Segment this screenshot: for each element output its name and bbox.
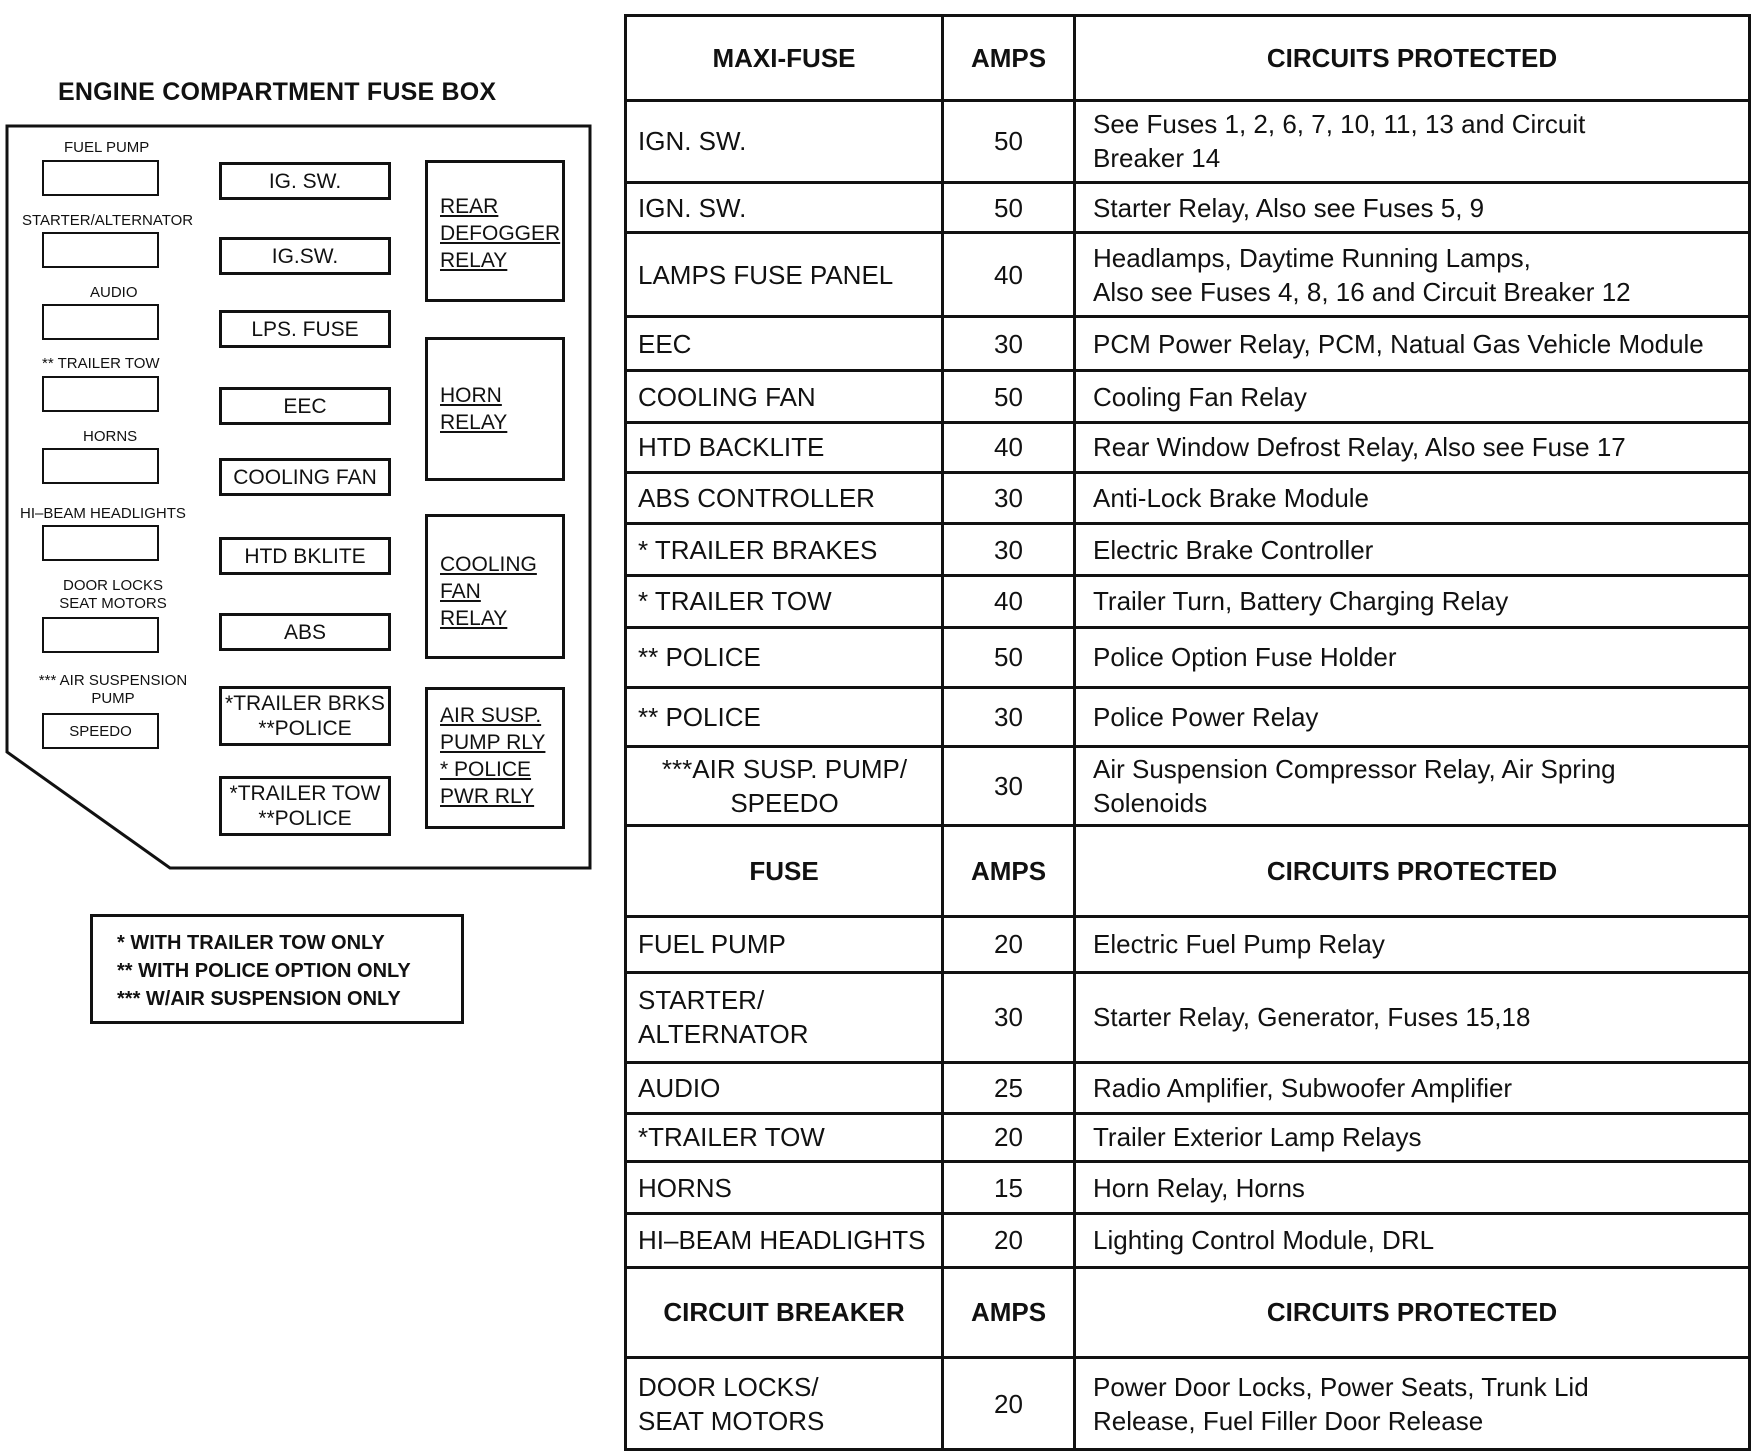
slot-label-fuel-pump: FUEL PUMP bbox=[64, 139, 150, 156]
header-amps: AMPS bbox=[943, 1267, 1075, 1358]
table-row: * TRAILER TOW 40 Trailer Turn, Battery Charging Relay bbox=[626, 575, 1750, 627]
table-row: * TRAILER BRAKES 30 Electric Brake Controller bbox=[626, 524, 1750, 575]
header-amps: AMPS bbox=[943, 16, 1075, 101]
legend-air-suspension: *** W/AIR SUSPENSION ONLY bbox=[117, 988, 401, 1010]
legend-police-option: ** WITH POLICE OPTION ONLY bbox=[117, 960, 411, 982]
maxi-fuse-abs: ABS bbox=[219, 613, 391, 651]
fuse-slot-audio bbox=[42, 304, 159, 340]
maxi-fuse-trailer-brks-police: *TRAILER BRKS **POLICE bbox=[219, 686, 391, 746]
table-row: ** POLICE 30 Police Power Relay bbox=[626, 687, 1750, 746]
slot-label-starter-alternator: STARTER/ALTERNATOR bbox=[22, 212, 194, 229]
table-row: COOLING FAN 50 Cooling Fan Relay bbox=[626, 371, 1750, 422]
maxi-fuse-header-row bbox=[626, 16, 1750, 101]
fuse-header-row bbox=[626, 825, 1750, 917]
header-circuit-breaker: CIRCUIT BREAKER bbox=[626, 1267, 943, 1358]
legend-trailer-tow: * WITH TRAILER TOW ONLY bbox=[117, 932, 385, 954]
slot-label-door-locks-seat-motors: DOOR LOCKS SEAT MOTORS bbox=[59, 577, 167, 612]
table-row: HI–BEAM HEADLIGHTS 20 Lighting Control Module, DRL bbox=[626, 1214, 1750, 1267]
header-maxi-fuse: MAXI-FUSE bbox=[626, 16, 943, 101]
maxi-fuse-ig-sw-2: IG.SW. bbox=[219, 237, 391, 275]
table-row: ***AIR SUSP. PUMP/ SPEEDO 30 Air Suspension Compressor Relay, Air Spring Solenoids bbox=[626, 746, 1750, 825]
circuit-breaker-header-row bbox=[626, 1267, 1750, 1358]
fuse-slot-speedo: SPEEDO bbox=[42, 713, 159, 749]
slot-label-audio: AUDIO bbox=[90, 284, 138, 301]
table-row: AUDIO 25 Radio Amplifier, Subwoofer Amplifier bbox=[626, 1063, 1750, 1113]
footnote-legend bbox=[90, 914, 464, 1024]
table-row: LAMPS FUSE PANEL 40 Headlamps, Daytime Running Lamps, Also see Fuses 4, 8, 16 and Circuit Breaker 12 bbox=[626, 233, 1750, 317]
fuse-slot-hi-beam-headlights bbox=[42, 525, 159, 561]
fuse-slot-trailer-tow bbox=[42, 376, 159, 412]
relay-cooling-fan: COOLING FAN RELAY bbox=[425, 514, 565, 659]
fuse-slot-fuel-pump bbox=[42, 160, 159, 196]
fuse-slot-door-locks-seat-motors bbox=[42, 617, 159, 653]
table-row: ** POLICE 50 Police Option Fuse Holder bbox=[626, 628, 1750, 687]
fuse-slot-starter-alternator bbox=[42, 232, 159, 268]
fuse-slot-horns bbox=[42, 448, 159, 484]
table-row: FUEL PUMP 20 Electric Fuel Pump Relay bbox=[626, 917, 1750, 972]
circuits-table bbox=[624, 14, 1751, 1451]
header-amps: AMPS bbox=[943, 825, 1075, 917]
maxi-fuse-trailer-tow-police: *TRAILER TOW **POLICE bbox=[219, 776, 391, 836]
slot-label-air-suspension-pump: *** AIR SUSPENSION PUMP bbox=[38, 672, 188, 707]
table-row: DOOR LOCKS/ SEAT MOTORS 20 Power Door Locks, Power Seats, Trunk Lid Release, Fuel Filler Door Release bbox=[626, 1358, 1750, 1450]
header-fuse: FUSE bbox=[626, 825, 943, 917]
header-circuits-protected: CIRCUITS PROTECTED bbox=[1075, 16, 1750, 101]
relay-air-susp-pump-police-pwr: AIR SUSP. PUMP RLY * POLICE PWR RLY bbox=[425, 687, 565, 829]
relay-rear-defogger: REAR DEFOGGER RELAY bbox=[425, 160, 565, 302]
maxi-fuse-ig-sw-1: IG. SW. bbox=[219, 162, 391, 200]
diagram-title: ENGINE COMPARTMENT FUSE BOX bbox=[58, 78, 497, 106]
slot-label-horns: HORNS bbox=[83, 428, 138, 445]
table-row: EEC 30 PCM Power Relay, PCM, Natual Gas Vehicle Module bbox=[626, 317, 1750, 371]
slot-label-trailer-tow: ** TRAILER TOW bbox=[42, 355, 160, 372]
maxi-fuse-htd-bklite: HTD BKLITE bbox=[219, 537, 391, 575]
header-circuits-protected: CIRCUITS PROTECTED bbox=[1075, 825, 1750, 917]
table-row: HTD BACKLITE 40 Rear Window Defrost Relay, Also see Fuse 17 bbox=[626, 422, 1750, 472]
maxi-fuse-lps-fuse: LPS. FUSE bbox=[219, 310, 391, 348]
table-row: STARTER/ ALTERNATOR 30 Starter Relay, Generator, Fuses 15,18 bbox=[626, 972, 1750, 1063]
table-row: *TRAILER TOW 20 Trailer Exterior Lamp Relays bbox=[626, 1113, 1750, 1161]
maxi-fuse-eec: EEC bbox=[219, 387, 391, 425]
slot-label-hi-beam-headlights: HI–BEAM HEADLIGHTS bbox=[20, 505, 186, 522]
relay-horn: HORN RELAY bbox=[425, 337, 565, 481]
table-row: IGN. SW. 50 Starter Relay, Also see Fuses 5, 9 bbox=[626, 183, 1750, 233]
maxi-fuse-cooling-fan: COOLING FAN bbox=[219, 458, 391, 496]
table-row: HORNS 15 Horn Relay, Horns bbox=[626, 1161, 1750, 1213]
table-row: ABS CONTROLLER 30 Anti-Lock Brake Module bbox=[626, 473, 1750, 524]
table-row: IGN. SW. 50 See Fuses 1, 2, 6, 7, 10, 11, 13 and Circuit Breaker 14 bbox=[626, 100, 1750, 183]
header-circuits-protected: CIRCUITS PROTECTED bbox=[1075, 1267, 1750, 1358]
